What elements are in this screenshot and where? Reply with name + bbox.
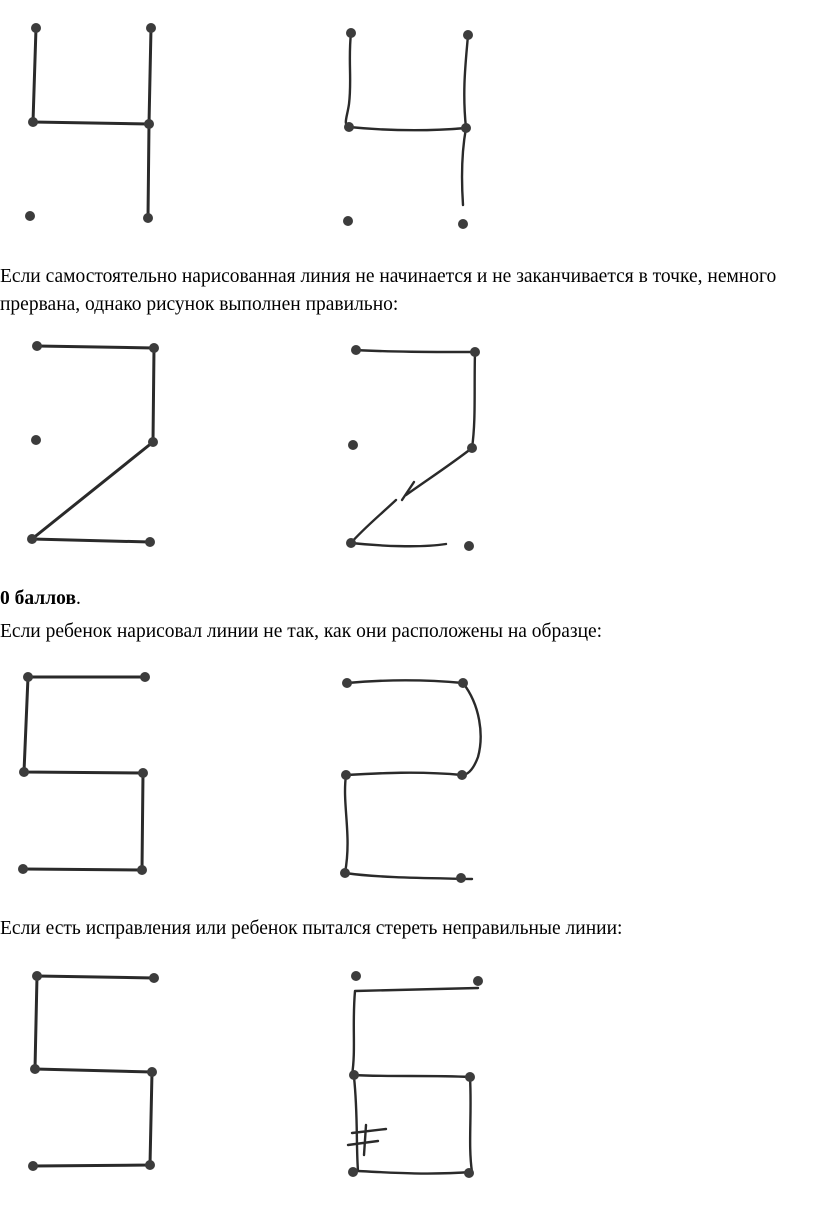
figure-row-4 xyxy=(0,965,816,1206)
sample-drawing xyxy=(18,672,150,875)
score-zero-bold: 0 баллов xyxy=(0,588,76,609)
figure-row-1 xyxy=(0,0,816,240)
dot-drawing-pair-4 xyxy=(0,965,816,1206)
score-zero-period: . xyxy=(75,588,81,609)
sample-drawing xyxy=(27,341,159,547)
paragraph-interrupted-line: Если самостоятельно нарисованная линия не начинается и не заканчивается в точке, немного прервана, однако рисунок выполнен правильно: xyxy=(0,266,777,315)
dot-drawing-pair-2 xyxy=(0,330,816,560)
score-zero-heading xyxy=(0,585,816,613)
paragraph-wrong-lines: Если ребенок нарисовал линии не так, как они расположены на образце: xyxy=(0,621,603,642)
figure-row-3 xyxy=(0,665,816,895)
dot-drawing-pair-1 xyxy=(0,0,816,240)
child-drawing xyxy=(343,28,473,229)
child-drawing xyxy=(346,345,480,551)
child-drawing xyxy=(348,971,483,1178)
sample-drawing xyxy=(25,23,156,223)
paragraph-corrections: Если есть исправления или ребенок пытался стереть неправильные линии: xyxy=(0,918,623,939)
figure-row-2 xyxy=(0,330,816,560)
child-drawing xyxy=(340,678,481,883)
sample-drawing xyxy=(28,971,159,1171)
dot-drawing-pair-3 xyxy=(0,665,816,895)
